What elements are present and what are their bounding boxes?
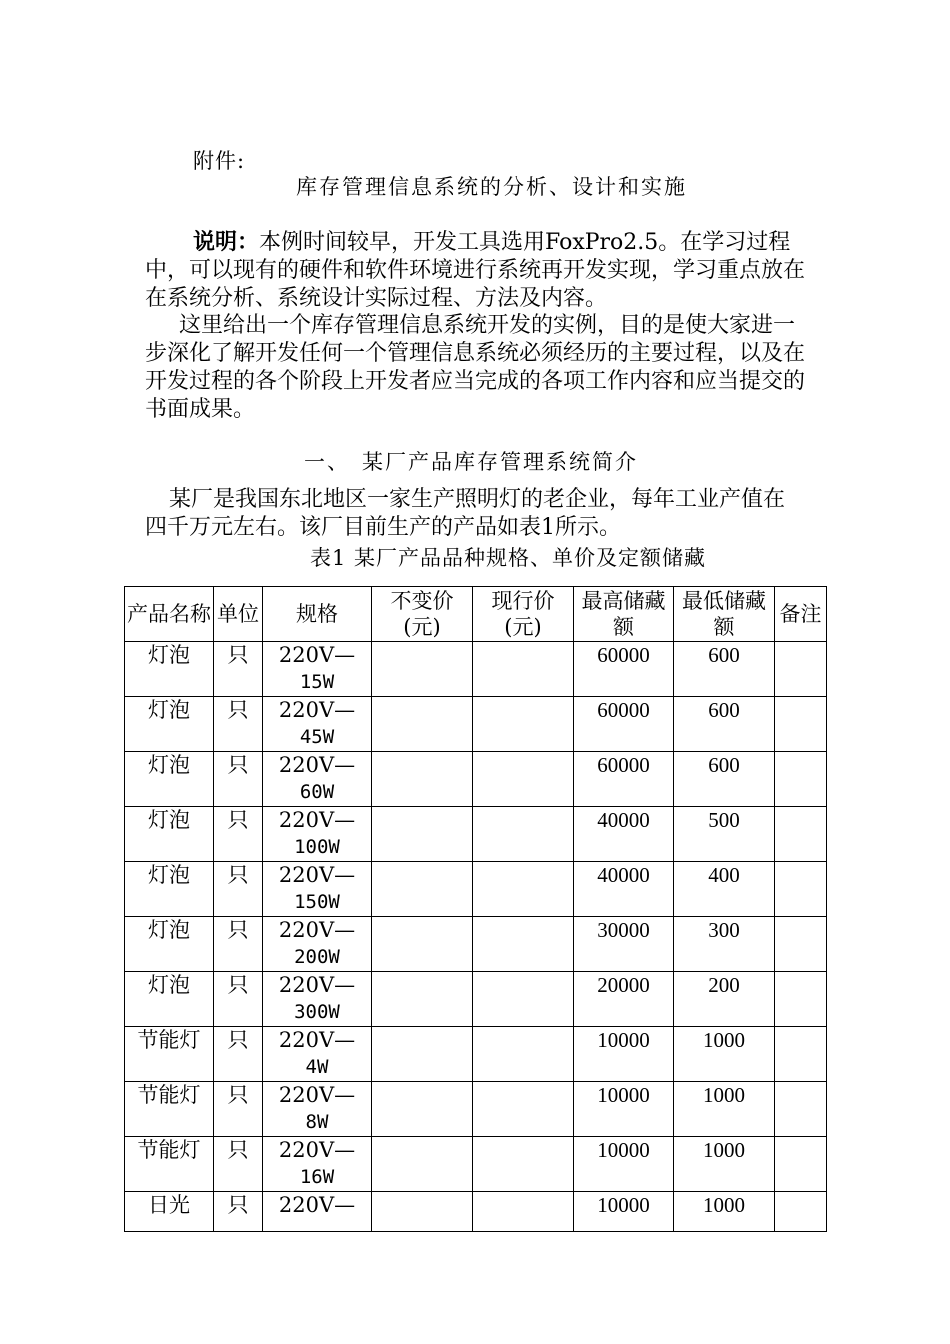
- table-header-row: [125, 587, 827, 642]
- spec-voltage: 220V—: [278, 1083, 356, 1107]
- cell-min-store: 300: [674, 917, 775, 972]
- cell-max-store: 10000: [574, 1192, 674, 1232]
- cell-spec: [263, 697, 372, 752]
- cell-min-store: 600: [674, 697, 775, 752]
- spec-wattage: 16W: [299, 1166, 335, 1188]
- table-row: [125, 697, 827, 752]
- cell-note: [775, 807, 827, 862]
- cell-max-store: 40000: [574, 807, 674, 862]
- cell-fixed-price: [372, 972, 473, 1027]
- spec-voltage: 220V—: [278, 1193, 356, 1217]
- cell-spec: [263, 862, 372, 917]
- spec-wattage: 4W: [305, 1056, 329, 1078]
- table-row: [125, 862, 827, 917]
- section-title: 某厂产品库存管理系统简介: [362, 450, 638, 474]
- spec-wattage: 200W: [294, 946, 340, 968]
- cell-name: 节能灯: [125, 1137, 214, 1192]
- section-para-text: 某厂是我国东北地区一家生产照明灯的老企业，每年工业产值在四千万元左右。该厂目前生产的产品如表1所示。: [145, 487, 786, 540]
- cell-note: [775, 1137, 827, 1192]
- spec-wattage: 45W: [299, 726, 335, 748]
- cell-unit: 只: [214, 807, 263, 862]
- cell-max-store: 40000: [574, 862, 674, 917]
- cell-unit: 只: [214, 1137, 263, 1192]
- cell-min-store: 1000: [674, 1137, 775, 1192]
- cell-unit: 只: [214, 1192, 263, 1232]
- cell-current-price: [473, 1192, 574, 1232]
- cell-max-store: 60000: [574, 642, 674, 697]
- cell-fixed-price: [372, 697, 473, 752]
- header-min-store: 最低储藏额: [674, 587, 775, 642]
- cell-current-price: [473, 752, 574, 807]
- table-row: [125, 1137, 827, 1192]
- section-paragraph: [145, 486, 805, 542]
- cell-note: [775, 752, 827, 807]
- cell-spec: [263, 807, 372, 862]
- cell-spec: [263, 1192, 372, 1232]
- cell-name: 灯泡: [125, 862, 214, 917]
- header-current-price: 现行价(元): [473, 587, 574, 642]
- cell-current-price: [473, 1027, 574, 1082]
- cell-name: 灯泡: [125, 642, 214, 697]
- spec-voltage: 220V—: [278, 1138, 356, 1162]
- spec-wattage: 300W: [294, 1001, 340, 1023]
- cell-name: 日光: [125, 1192, 214, 1232]
- table-row: [125, 972, 827, 1027]
- spec-wattage: 100W: [294, 836, 340, 858]
- cell-spec: [263, 1137, 372, 1192]
- section-heading: [304, 446, 638, 476]
- header-fixed-price: 不变价(元): [372, 587, 473, 642]
- spec-voltage: 220V—: [278, 698, 356, 722]
- cell-min-store: 1000: [674, 1027, 775, 1082]
- cell-min-store: 600: [674, 642, 775, 697]
- cell-unit: 只: [214, 972, 263, 1027]
- cell-name: 灯泡: [125, 807, 214, 862]
- cell-max-store: 20000: [574, 972, 674, 1027]
- cell-fixed-price: [372, 1082, 473, 1137]
- cell-min-store: 200: [674, 972, 775, 1027]
- cell-fixed-price: [372, 862, 473, 917]
- table-row: [125, 807, 827, 862]
- cell-min-store: 400: [674, 862, 775, 917]
- table-row: [125, 1082, 827, 1137]
- cell-name: 节能灯: [125, 1027, 214, 1082]
- cell-name: 灯泡: [125, 697, 214, 752]
- spec-wattage: 150W: [294, 891, 340, 913]
- cell-max-store: 10000: [574, 1082, 674, 1137]
- cell-current-price: [473, 972, 574, 1027]
- cell-current-price: [473, 1137, 574, 1192]
- table-row: [125, 1192, 827, 1232]
- spec-wattage: 15W: [299, 671, 335, 693]
- cell-current-price: [473, 917, 574, 972]
- cell-note: [775, 1082, 827, 1137]
- cell-max-store: 60000: [574, 697, 674, 752]
- cell-fixed-price: [372, 1192, 473, 1232]
- cell-name: 灯泡: [125, 752, 214, 807]
- cell-name: 灯泡: [125, 972, 214, 1027]
- cell-fixed-price: [372, 642, 473, 697]
- cell-current-price: [473, 1082, 574, 1137]
- cell-spec: [263, 917, 372, 972]
- spec-voltage: 220V—: [278, 863, 356, 887]
- header-note: 备注: [775, 587, 827, 642]
- cell-spec: [263, 972, 372, 1027]
- cell-fixed-price: [372, 917, 473, 972]
- cell-fixed-price: [372, 807, 473, 862]
- table-row: [125, 917, 827, 972]
- product-table: [124, 586, 827, 1232]
- cell-spec: [263, 1082, 372, 1137]
- cell-name: 节能灯: [125, 1082, 214, 1137]
- cell-min-store: 500: [674, 807, 775, 862]
- cell-max-store: 10000: [574, 1027, 674, 1082]
- spec-voltage: 220V—: [278, 1028, 356, 1052]
- cell-spec: [263, 642, 372, 697]
- spec-voltage: 220V—: [278, 643, 356, 667]
- header-unit: 单位: [214, 587, 263, 642]
- cell-name: 灯泡: [125, 917, 214, 972]
- intro-note-paragraph: [145, 228, 805, 313]
- cell-current-price: [473, 807, 574, 862]
- spec-wattage: 60W: [299, 781, 335, 803]
- spec-wattage: 8W: [305, 1111, 329, 1133]
- cell-current-price: [473, 642, 574, 697]
- attachment-label: 附件:: [193, 149, 246, 173]
- cell-min-store: 1000: [674, 1082, 775, 1137]
- table-row: [125, 752, 827, 807]
- table-row: [125, 1027, 827, 1082]
- cell-unit: 只: [214, 1027, 263, 1082]
- cell-max-store: 10000: [574, 1137, 674, 1192]
- cell-note: [775, 862, 827, 917]
- table-row: [125, 642, 827, 697]
- cell-note: [775, 697, 827, 752]
- note-text: 本例时间较早，开发工具选用FoxPro2.5。在学习过程中，可以现有的硬件和软件环境进行系统再开发实现，学习重点放在在系统分析、系统设计实际过程、方法及内容。: [145, 230, 806, 311]
- cell-current-price: [473, 862, 574, 917]
- note-label: 说明：: [193, 229, 260, 255]
- cell-note: [775, 917, 827, 972]
- cell-max-store: 30000: [574, 917, 674, 972]
- cell-unit: 只: [214, 917, 263, 972]
- cell-min-store: 1000: [674, 1192, 775, 1232]
- cell-current-price: [473, 697, 574, 752]
- cell-note: [775, 1027, 827, 1082]
- header-spec: 规格: [263, 587, 372, 642]
- spec-voltage: 220V—: [278, 808, 356, 832]
- cell-fixed-price: [372, 752, 473, 807]
- header-name: 产品名称: [125, 587, 214, 642]
- cell-unit: 只: [214, 642, 263, 697]
- cell-fixed-price: [372, 1137, 473, 1192]
- cell-spec: [263, 752, 372, 807]
- spec-voltage: 220V—: [278, 973, 356, 997]
- document-title: 库存管理信息系统的分析、设计和实施: [296, 175, 687, 199]
- spec-voltage: 220V—: [278, 918, 356, 942]
- table-body: [125, 642, 827, 1232]
- cell-unit: 只: [214, 1082, 263, 1137]
- table-caption: 表1 某厂产品品种规格、单价及定额储藏: [310, 546, 707, 570]
- cell-note: [775, 642, 827, 697]
- cell-unit: 只: [214, 697, 263, 752]
- cell-unit: 只: [214, 752, 263, 807]
- spec-voltage: 220V—: [278, 753, 356, 777]
- cell-unit: 只: [214, 862, 263, 917]
- header-max-store: 最高储藏额: [574, 587, 674, 642]
- intro-paragraph-2: [145, 312, 805, 424]
- cell-note: [775, 972, 827, 1027]
- cell-max-store: 60000: [574, 752, 674, 807]
- section-number: 一、: [304, 450, 350, 474]
- intro-para2-text: 这里给出一个库存管理信息系统开发的实例，目的是使大家进一步深化了解开发任何一个管理信息系统必须经历的主要过程，以及在开发过程的各个阶段上开发者应当完成的各项工作内容和应当提交的书面成果。: [145, 313, 806, 422]
- cell-min-store: 600: [674, 752, 775, 807]
- cell-spec: [263, 1027, 372, 1082]
- cell-fixed-price: [372, 1027, 473, 1082]
- cell-note: [775, 1192, 827, 1232]
